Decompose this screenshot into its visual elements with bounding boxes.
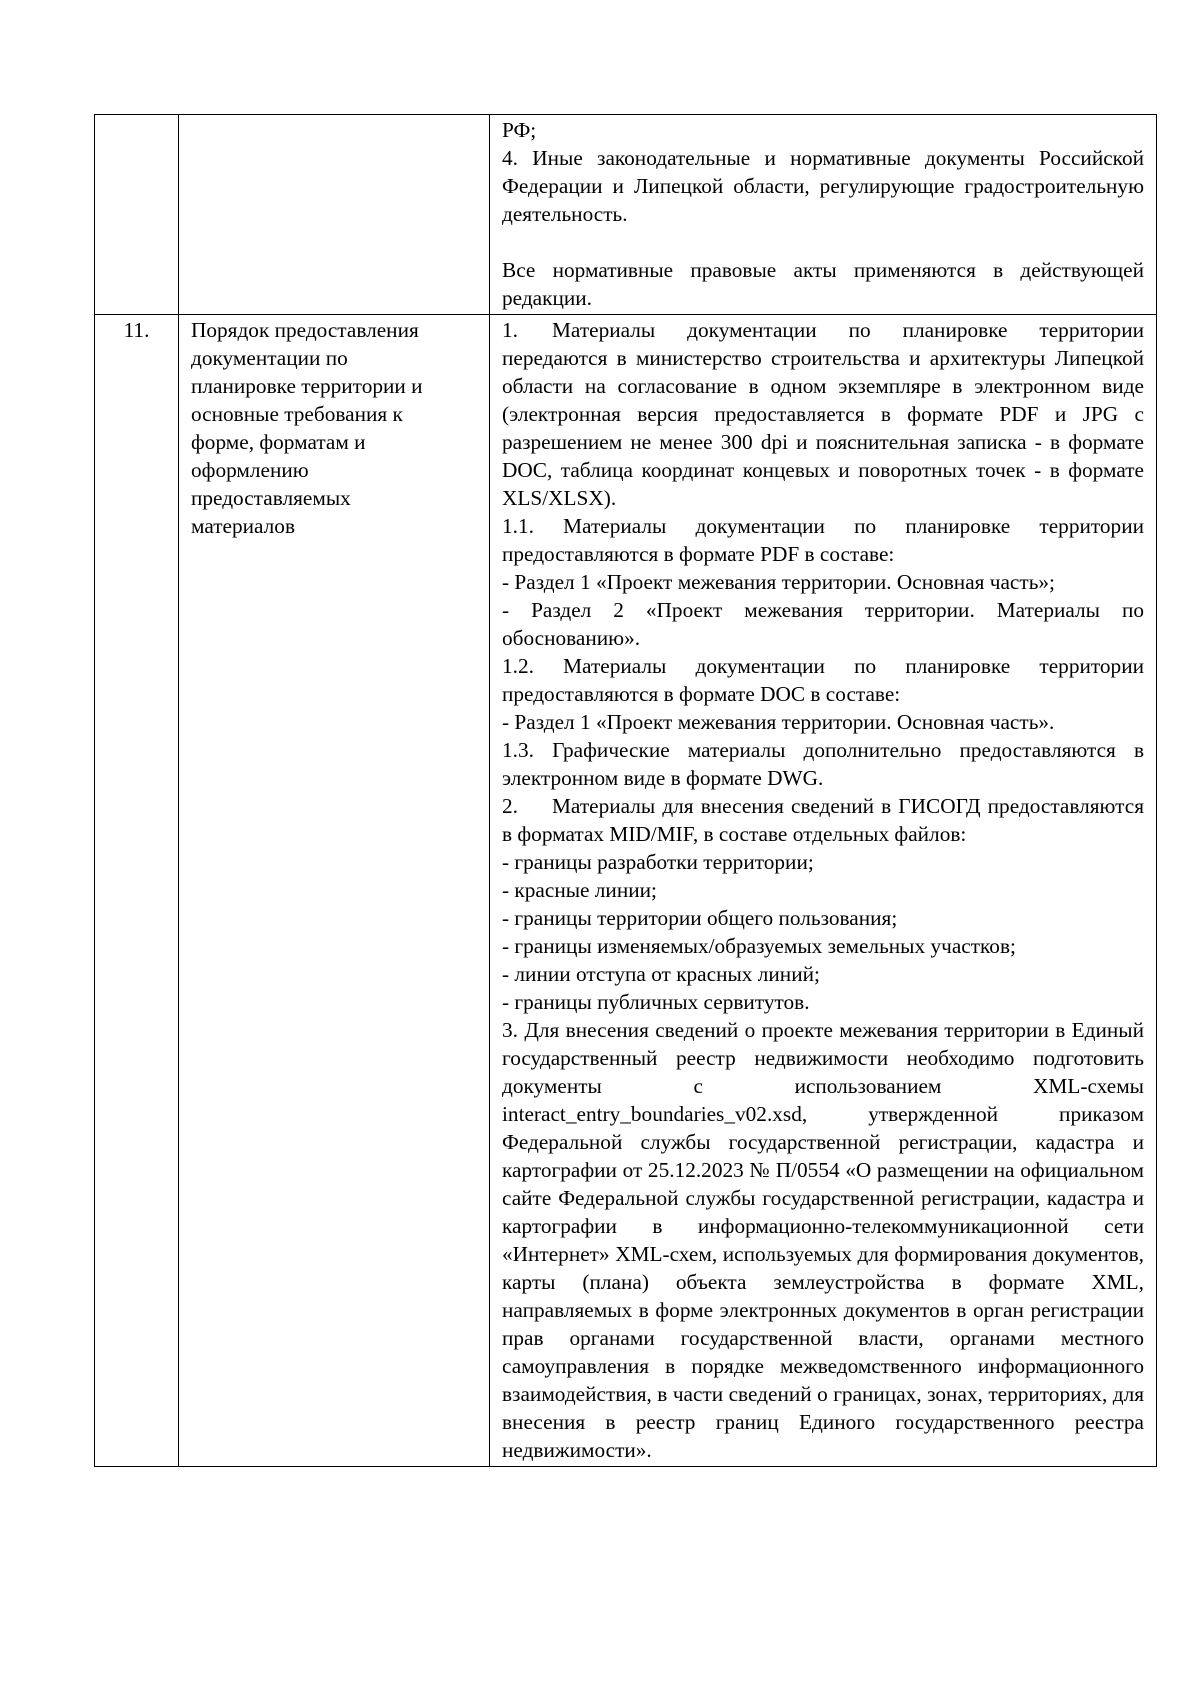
content-line: Все нормативные правовые акты применяются в действующей редакции. [502,258,1144,310]
row-name-cell [179,115,490,315]
row-number-cell [95,115,179,315]
list-item: - границы изменяемых/образуемых земельных участков; [502,934,1016,958]
name-line: предоставляемых [191,486,351,510]
requirements-table [94,114,1157,1467]
paragraph-number: 1. [502,318,518,342]
list-item: - линии отступа от красных линий; [502,962,820,986]
list-item: - границы разработки территории; [502,850,814,874]
paragraph-1-1: 1.1. Материалы документации по планировке территории предоставляются в формате PDF в составе: [502,514,1144,566]
list-item: - Раздел 2 «Проект межевания территории. Материалы по обоснованию». [502,598,1144,650]
name-line: форме, форматам и [191,430,366,454]
row-content-cell [490,315,1157,1467]
content-line: РФ; [502,118,537,142]
name-line: документации по [191,346,348,370]
name-line: оформлению [191,458,309,482]
table-row [95,115,1157,315]
name-line: основные требования к [191,402,403,426]
content-line: 4. Иные законодательные и нормативные документы Российской Федерации и Липецкой области, регулирующие градостроительную деятельность. [502,146,1144,226]
name-line: планировке территории и [191,374,423,398]
paragraph-number: 2. [502,794,518,818]
paragraph-text: Материалы документации по планировке территории передаются в министерство строительства и архитектуры Липецкой области на согласование в одном экземпляре в электронном виде (электронная версия предоставляется в формате PDF и JPG с разрешением не менее 300 dpi и пояснительная записка - в формате DOC, таблица координат концевых и поворотных точек - в формате XLS/XLSX). [502,318,1144,510]
list-item: - Раздел 1 «Проект межевания территории. Основная часть». [502,710,1055,734]
list-item: - границы публичных сервитутов. [502,990,810,1014]
table-row [95,315,1157,1467]
row-number-cell: 11. [95,315,179,1467]
paragraph-1 [502,316,1144,512]
paragraph-1-2: 1.2. Материалы документации по планировке территории предоставляются в формате DOC в составе: [502,654,1144,706]
list-item: - красные линии; [502,878,657,902]
row-content-cell [490,115,1157,315]
paragraph-3: 3. Для внесения сведений о проекте межевания территории в Единый государственный реестр недвижимости необходимо подготовить документы с использованием XML-схемы interact_entry_boundaries_v02.xsd, утвержденной приказом Федеральной службы государственной регистрации, кадастра и картографии от 25.12.2023 № П/0554 «О размещении на официальном сайте Федеральной службы государственной регистрации, кадастра и картографии в информационно-телекоммуникационной сети «Интернет» XML-схем, используемых для формирования документов, карты (плана) объекта землеустройства в формате XML, направляемых в форме электронных документов в орган регистрации прав органами государственной власти, органами местного самоуправления в порядке межведомственного информационного взаимодействия, в части сведений о границах, зонах, территориях, для внесения в реестр границ Единого государственного реестра недвижимости». [502,1018,1144,1462]
name-line: материалов [191,514,296,538]
row-name-cell [179,315,490,1467]
paragraph-2 [502,792,1144,848]
blank-line [502,228,1144,256]
paragraph-text: Материалы для внесения сведений в ГИСОГД предоставляются в форматах MID/MIF, в составе отдельных файлов: [502,794,1144,846]
name-line: Порядок предоставления [191,318,419,342]
paragraph-1-3: 1.3. Графические материалы дополнительно предоставляются в электронном виде в формате DWG. [502,738,1144,790]
list-item: - Раздел 1 «Проект межевания территории. Основная часть»; [502,570,1055,594]
list-item: - границы территории общего пользования; [502,906,898,930]
